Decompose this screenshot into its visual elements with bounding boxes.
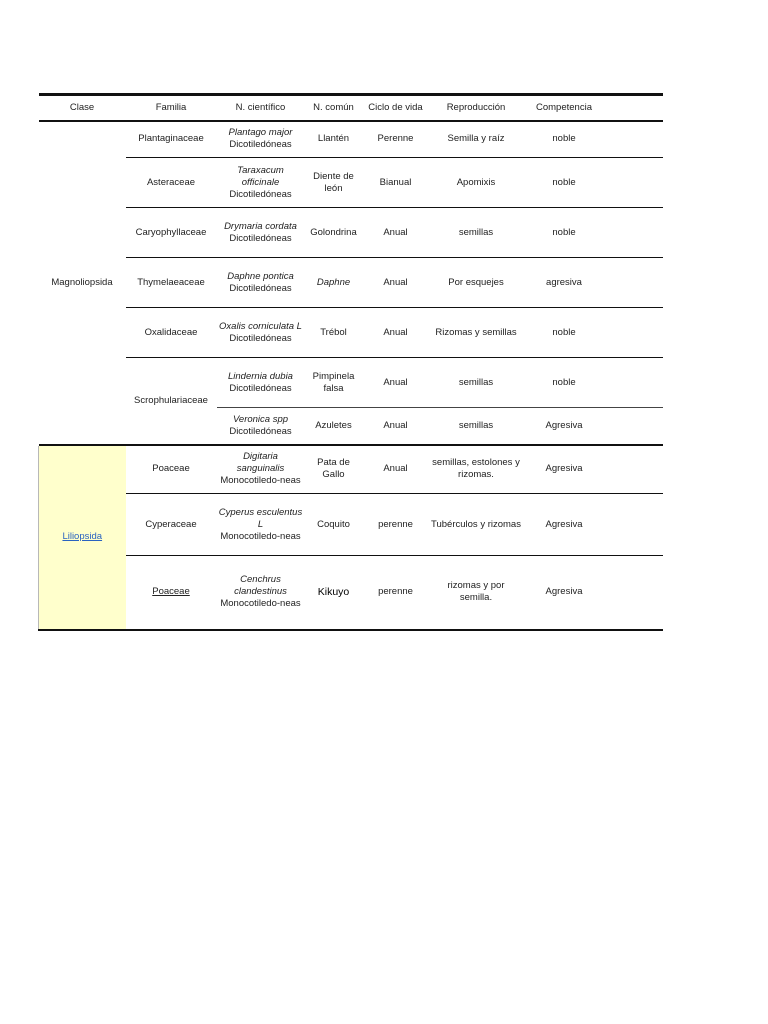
plant-type: Dicotiledóneas <box>229 332 292 344</box>
common-name-cell: Diente de león <box>305 158 363 208</box>
scientific-name-cell <box>217 408 305 445</box>
common-name-cell: Llantén <box>305 121 363 158</box>
table-bottom-rule <box>39 630 663 631</box>
common-name: Kikuyo <box>317 585 350 598</box>
common-name-cell: Coquito <box>305 494 363 556</box>
scientific-name-cell <box>217 258 305 308</box>
scientific-name: Cenchrus clandestinus <box>234 574 287 598</box>
scientific-name: Cyperus esculentus L <box>218 506 303 530</box>
competition-cell: Agresiva <box>545 419 583 431</box>
familia-cell <box>126 556 217 630</box>
spacer-cell <box>605 358 663 408</box>
common-name-cell: Azuletes <box>315 419 352 431</box>
header-clase: Clase <box>39 95 126 121</box>
spacer-cell <box>605 556 663 630</box>
reproduction-cell: Rizomas y semillas <box>429 308 524 358</box>
reproduction-cell: rizomas y por semilla. <box>447 580 505 604</box>
spacer-cell <box>605 408 663 445</box>
familia-cell: Oxalidaceae <box>126 308 217 358</box>
familia-cell: Cyperaceae <box>126 494 217 556</box>
familia-poaceae-underlined: Poaceae <box>152 586 190 598</box>
life-cycle-cell: Bianual <box>363 158 429 208</box>
table-row <box>39 556 663 630</box>
reproduction-cell: semillas <box>458 419 494 431</box>
spacer-cell <box>605 158 663 208</box>
clase-magnoliopsida: Magnoliopsida <box>51 276 113 288</box>
table-row <box>39 258 663 308</box>
familia-cell: Asteraceae <box>126 158 217 208</box>
header-cientifico: N. científico <box>217 95 305 121</box>
plant-type: Monocotiledo-neas <box>220 598 301 610</box>
competition-cell: agresiva <box>524 258 605 308</box>
scientific-name: Plantago major <box>228 127 293 139</box>
spacer-cell <box>605 308 663 358</box>
common-name-cell: Pata de Gallo <box>305 446 363 494</box>
competition-cell: Agresiva <box>545 586 583 598</box>
life-cycle-cell: Anual <box>363 358 429 408</box>
reproduction-cell: Tubérculos y rizomas <box>429 494 524 556</box>
plant-type: Monocotiledo-neas <box>220 530 301 542</box>
scientific-name: Lindernia dubia <box>228 370 293 382</box>
familia-cell: Plantaginaceae <box>126 121 217 158</box>
reproduction-cell: semillas, estolones y rizomas. <box>429 446 524 494</box>
spacer-cell <box>605 208 663 258</box>
scientific-name-cell <box>217 556 305 630</box>
life-cycle-cell: Anual <box>363 446 429 494</box>
life-cycle-cell: Anual <box>383 419 408 431</box>
scientific-name: Oxalis corniculata L <box>219 320 302 332</box>
familia-cell: Caryophyllaceae <box>126 208 217 258</box>
competition-cell: Agresiva <box>524 446 605 494</box>
header-familia: Familia <box>126 95 217 121</box>
plant-type: Dicotiledóneas <box>229 382 292 394</box>
competition-cell: noble <box>524 308 605 358</box>
common-name-cell <box>305 258 363 308</box>
plant-type: Monocotiledo-neas <box>220 475 301 487</box>
scientific-name-cell <box>217 494 305 556</box>
plant-type: Dicotiledóneas <box>229 139 292 151</box>
common-name-cell <box>305 556 363 630</box>
table-row <box>39 494 663 556</box>
clase-liliopsida[interactable] <box>39 446 126 630</box>
competition-cell: noble <box>524 358 605 408</box>
scientific-name: Digitaria sanguinalis <box>236 451 285 475</box>
common-name-cell: Trébol <box>305 308 363 358</box>
plant-type: Dicotiledóneas <box>229 282 292 294</box>
reproduction-cell: semillas <box>429 208 524 258</box>
table-row <box>39 121 663 158</box>
scientific-name-cell <box>217 308 305 358</box>
plant-type: Dicotiledóneas <box>229 232 292 244</box>
life-cycle-cell: Anual <box>363 208 429 258</box>
common-name: Daphne <box>316 276 351 288</box>
table-row <box>39 158 663 208</box>
scientific-name: Daphne pontica <box>227 270 294 282</box>
scientific-name: Drymaria cordata <box>224 220 297 232</box>
header-ciclo: Ciclo de vida <box>363 95 429 121</box>
liliopsida-link[interactable]: Liliopsida <box>62 531 103 542</box>
scientific-name-cell <box>217 158 305 208</box>
scientific-name-cell <box>217 358 305 408</box>
table-row <box>39 358 663 408</box>
life-cycle-cell: Anual <box>363 258 429 308</box>
competition-cell: Agresiva <box>524 494 605 556</box>
familia-cell: Thymelaeaceae <box>126 258 217 308</box>
reproduction-cell: Por esquejes <box>429 258 524 308</box>
reproduction-cell: semillas <box>429 358 524 408</box>
header-comun: N. común <box>305 95 363 121</box>
plant-type: Dicotiledóneas <box>229 188 292 200</box>
scientific-name-cell <box>217 446 305 494</box>
table-row <box>39 208 663 258</box>
header-row <box>39 95 663 121</box>
scientific-name-cell <box>217 208 305 258</box>
familia-cell: Scrophulariaceae <box>134 394 208 406</box>
spacer-cell <box>605 494 663 556</box>
weed-classification-table <box>38 93 663 631</box>
header-reproduccion: Reproducción <box>429 95 524 121</box>
common-name-cell: Pimpinela falsa <box>305 358 363 408</box>
life-cycle-cell: Anual <box>363 308 429 358</box>
life-cycle-cell: perenne <box>363 494 429 556</box>
competition-cell: noble <box>524 208 605 258</box>
spacer-cell <box>605 258 663 308</box>
scientific-name-cell <box>217 121 305 158</box>
life-cycle-cell: Perenne <box>363 121 429 158</box>
spacer-cell <box>605 121 663 158</box>
life-cycle-cell: perenne <box>378 586 413 598</box>
spacer-cell <box>605 446 663 494</box>
header-competencia: Competencia <box>524 95 605 121</box>
scientific-name: Veronica spp <box>232 413 289 425</box>
header-spacer <box>605 95 663 121</box>
reproduction-cell: Semilla y raíz <box>429 121 524 158</box>
table-row <box>39 446 663 494</box>
table-row <box>39 308 663 358</box>
plant-type: Dicotiledóneas <box>229 425 292 437</box>
familia-cell: Poaceae <box>126 446 217 494</box>
common-name-cell: Golondrina <box>305 208 363 258</box>
competition-cell: noble <box>524 158 605 208</box>
scientific-name: Taraxacum officinale <box>237 164 284 188</box>
reproduction-cell: Apomixis <box>429 158 524 208</box>
competition-cell: noble <box>524 121 605 158</box>
